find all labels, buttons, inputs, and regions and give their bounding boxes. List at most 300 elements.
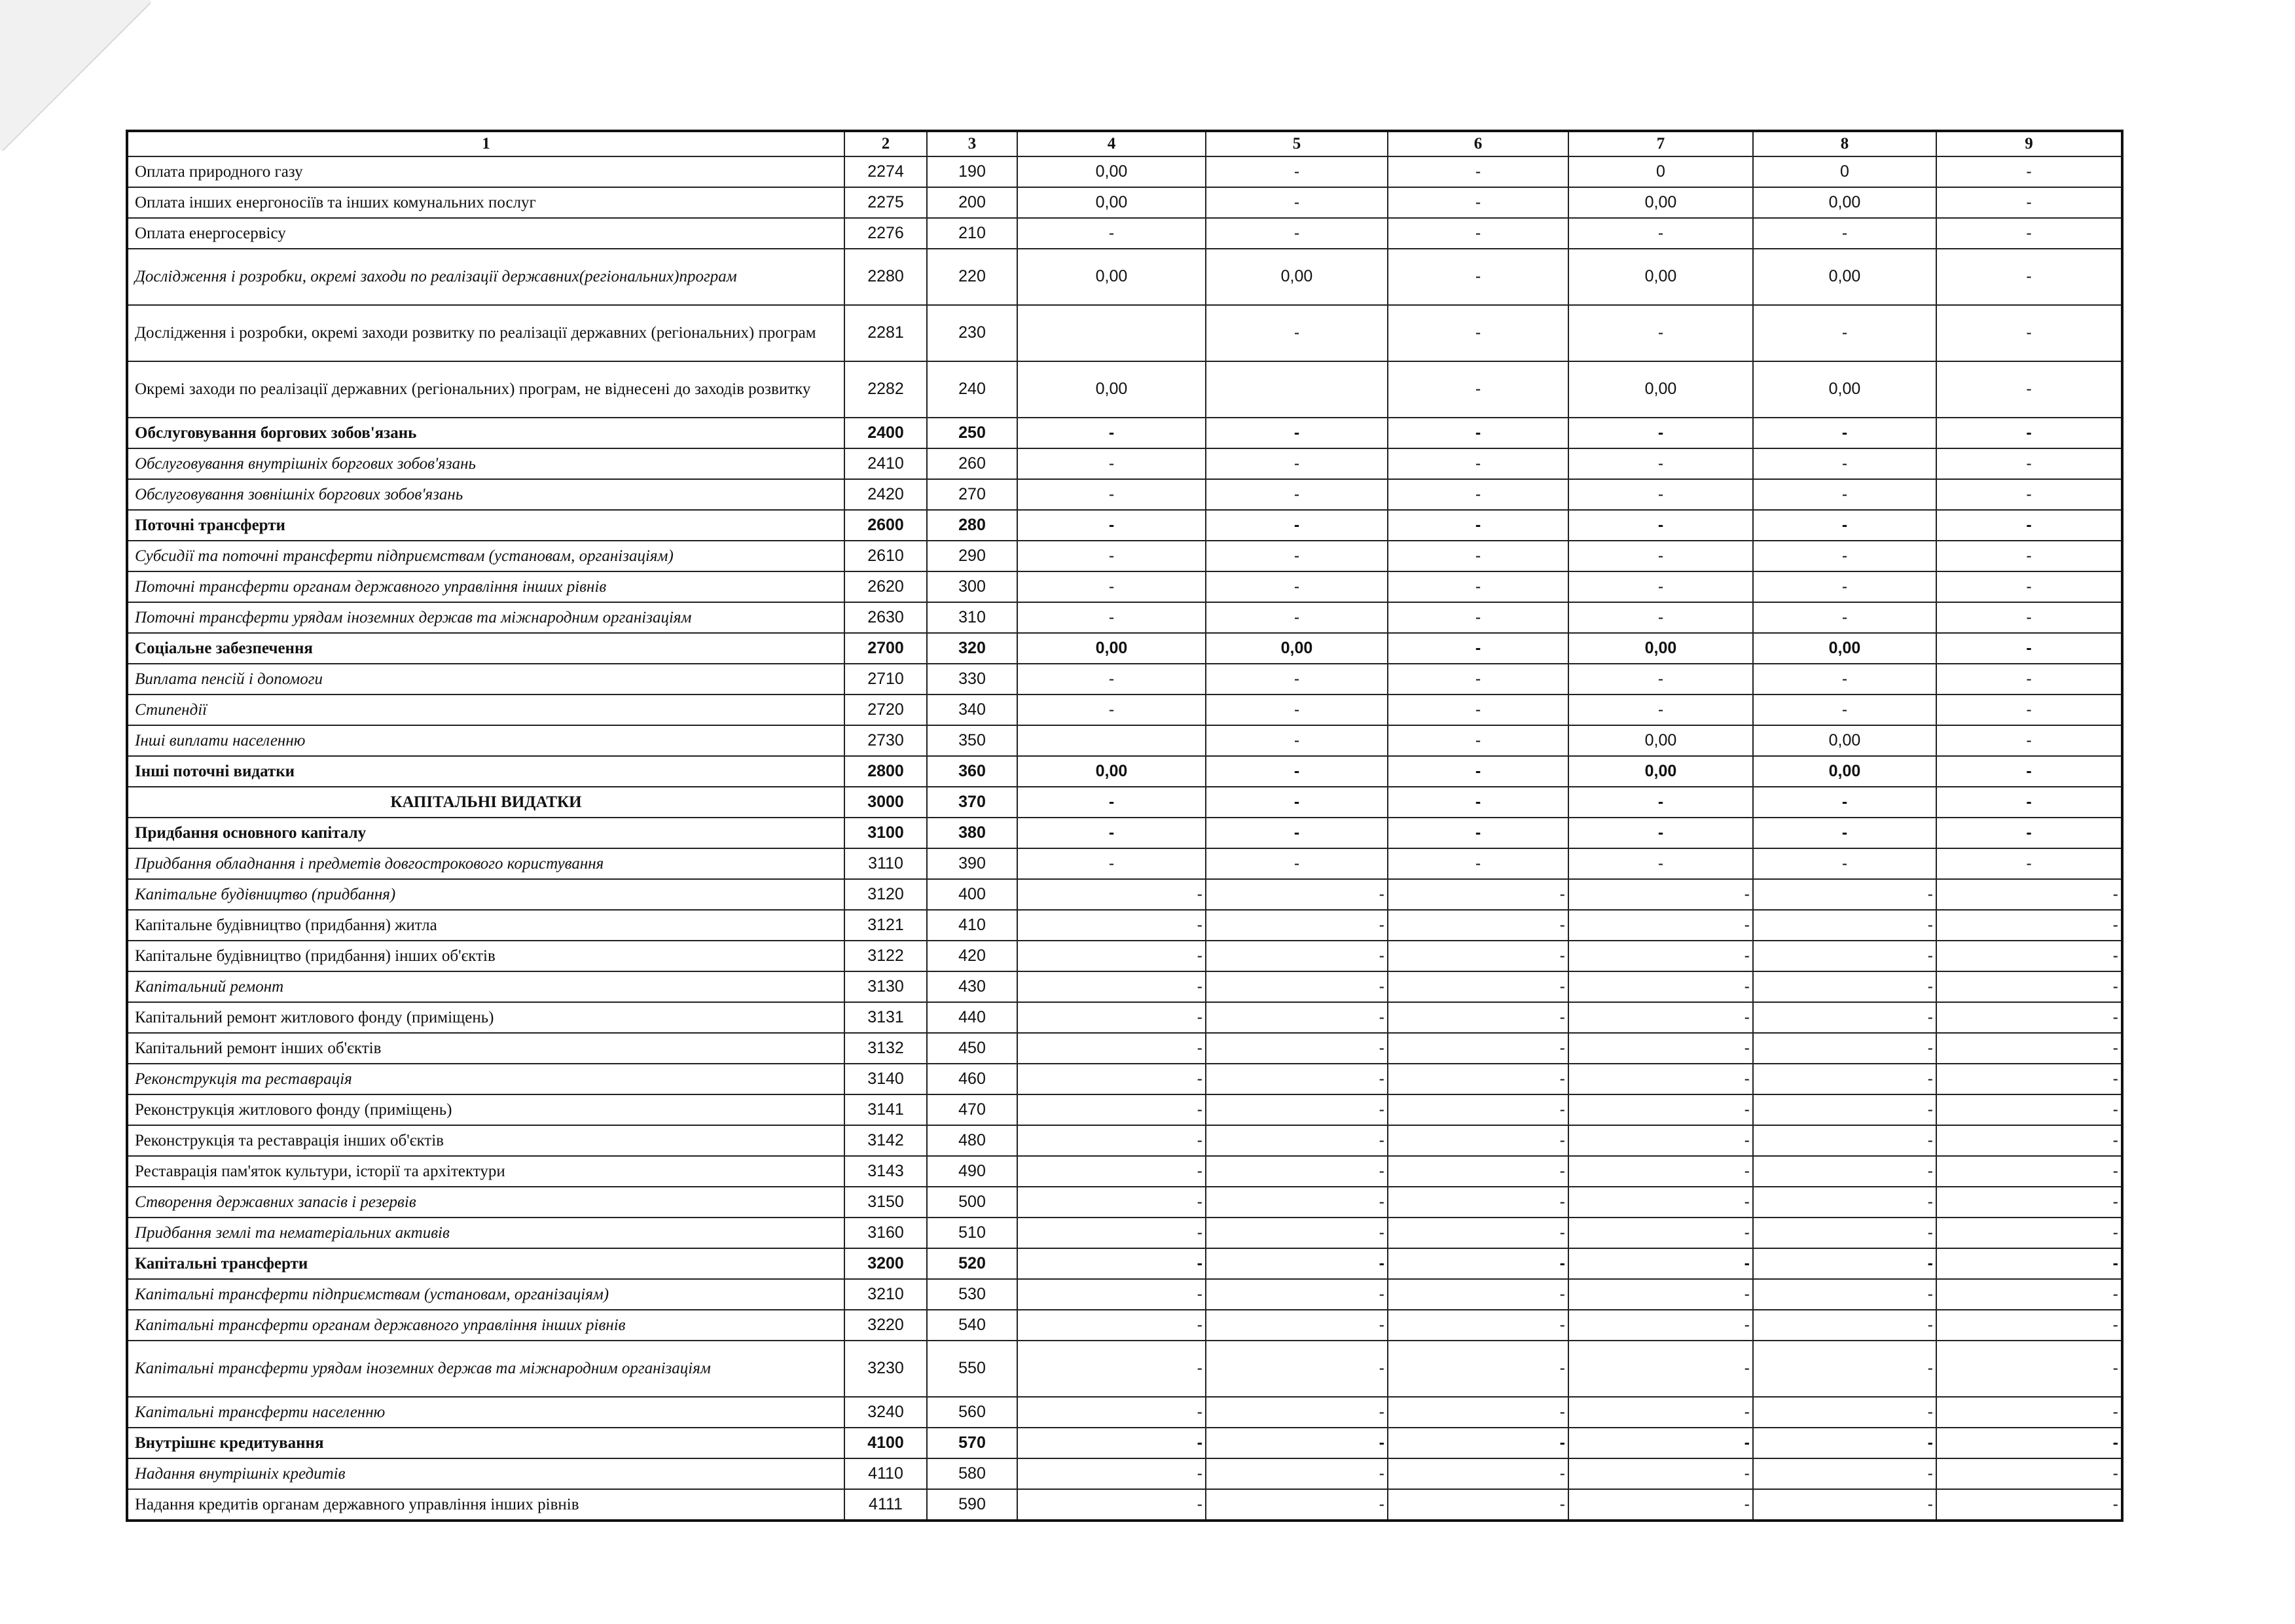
value-cell: -	[1206, 1094, 1388, 1125]
value-cell: -	[1936, 1156, 2122, 1187]
value-cell: -	[1753, 1428, 1936, 1458]
row-name: Капітальний ремонт інших об'єктів	[127, 1033, 844, 1064]
value-cell: -	[1936, 1248, 2122, 1279]
value-cell: -	[1753, 602, 1936, 633]
value-cell: -	[1206, 571, 1388, 602]
value-cell: -	[1388, 249, 1568, 305]
value-cell: -	[1753, 1033, 1936, 1064]
value-cell: -	[1568, 910, 1753, 941]
value-cell: -	[1936, 1397, 2122, 1428]
value-cell: 0,00	[1017, 249, 1206, 305]
value-cell: -	[1936, 541, 2122, 571]
line-code: 220	[927, 249, 1017, 305]
value-cell: 0,00	[1017, 756, 1206, 787]
table-row	[127, 725, 2122, 756]
table-row	[127, 305, 2122, 361]
value-cell: -	[1206, 1279, 1388, 1310]
row-name: Капітальні трансферти	[127, 1248, 844, 1279]
value-cell: -	[1206, 218, 1388, 249]
value-cell: -	[1206, 448, 1388, 479]
table-row	[127, 1458, 2122, 1489]
value-cell: -	[1568, 479, 1753, 510]
kekv-code: 3110	[844, 848, 927, 879]
value-cell	[1017, 725, 1206, 756]
value-cell: -	[1388, 1002, 1568, 1033]
kekv-code: 2630	[844, 602, 927, 633]
value-cell: -	[1568, 1187, 1753, 1218]
value-cell: -	[1388, 305, 1568, 361]
value-cell: 0,00	[1568, 361, 1753, 418]
value-cell: -	[1753, 448, 1936, 479]
value-cell: -	[1388, 725, 1568, 756]
kekv-code: 2274	[844, 156, 927, 187]
header-cell: 5	[1206, 131, 1388, 156]
value-cell: -	[1206, 1156, 1388, 1187]
value-cell: -	[1568, 510, 1753, 541]
value-cell: -	[1017, 1187, 1206, 1218]
value-cell: 0,00	[1753, 361, 1936, 418]
row-name: Обслуговування зовнішніх боргових зобов'язань	[127, 479, 844, 510]
value-cell: -	[1388, 1279, 1568, 1310]
value-cell: -	[1936, 448, 2122, 479]
value-cell: -	[1753, 1310, 1936, 1341]
row-name: Обслуговування боргових зобов'язань	[127, 418, 844, 448]
kekv-code: 3100	[844, 818, 927, 848]
kekv-code: 2600	[844, 510, 927, 541]
kekv-code: 2410	[844, 448, 927, 479]
value-cell: -	[1017, 941, 1206, 971]
value-cell: -	[1388, 1156, 1568, 1187]
value-cell: 0,00	[1206, 249, 1388, 305]
kekv-code: 2620	[844, 571, 927, 602]
value-cell	[1206, 361, 1388, 418]
row-name: Інші поточні видатки	[127, 756, 844, 787]
value-cell: -	[1206, 1310, 1388, 1341]
value-cell: 0,00	[1017, 633, 1206, 664]
value-cell: 0,00	[1753, 633, 1936, 664]
line-code: 500	[927, 1187, 1017, 1218]
kekv-code: 3131	[844, 1002, 927, 1033]
value-cell: -	[1753, 1218, 1936, 1248]
value-cell: -	[1206, 1064, 1388, 1094]
value-cell: -	[1753, 418, 1936, 448]
header-cell: 4	[1017, 131, 1206, 156]
value-cell: -	[1388, 664, 1568, 695]
value-cell: -	[1017, 879, 1206, 910]
kekv-code: 2400	[844, 418, 927, 448]
row-name: Дослідження і розробки, окремі заходи розвитку по реалізації державних (регіональних) програм	[127, 305, 844, 361]
kekv-code: 2280	[844, 249, 927, 305]
value-cell: -	[1753, 1064, 1936, 1094]
header-cell: 2	[844, 131, 927, 156]
value-cell: -	[1388, 695, 1568, 725]
line-code: 240	[927, 361, 1017, 418]
value-cell: -	[1936, 1310, 2122, 1341]
row-name: Внутрішнє кредитування	[127, 1428, 844, 1458]
value-cell: -	[1936, 1279, 2122, 1310]
line-code: 550	[927, 1341, 1017, 1397]
kekv-code: 3230	[844, 1341, 927, 1397]
table-row	[127, 361, 2122, 418]
line-code: 560	[927, 1397, 1017, 1428]
value-cell: -	[1206, 756, 1388, 787]
line-code: 290	[927, 541, 1017, 571]
kekv-code: 2282	[844, 361, 927, 418]
table-row	[127, 1094, 2122, 1125]
value-cell: -	[1388, 510, 1568, 541]
value-cell: -	[1206, 971, 1388, 1002]
line-code: 570	[927, 1428, 1017, 1458]
report-sheet	[126, 130, 2123, 1522]
table-row	[127, 1125, 2122, 1156]
value-cell: -	[1206, 879, 1388, 910]
table-row	[127, 1218, 2122, 1248]
value-cell: -	[1753, 1458, 1936, 1489]
value-cell: -	[1936, 1094, 2122, 1125]
value-cell: 0,00	[1017, 156, 1206, 187]
value-cell: -	[1936, 1428, 2122, 1458]
kekv-code: 3150	[844, 1187, 927, 1218]
value-cell: -	[1753, 479, 1936, 510]
value-cell: -	[1568, 418, 1753, 448]
value-cell: -	[1388, 941, 1568, 971]
value-cell: -	[1753, 541, 1936, 571]
row-name: Надання внутрішніх кредитів	[127, 1458, 844, 1489]
value-cell: -	[1568, 818, 1753, 848]
value-cell: -	[1936, 1002, 2122, 1033]
value-cell: -	[1568, 1341, 1753, 1397]
value-cell: 0,00	[1753, 249, 1936, 305]
kekv-code: 3130	[844, 971, 927, 1002]
line-code: 450	[927, 1033, 1017, 1064]
value-cell: -	[1206, 725, 1388, 756]
table-row	[127, 1341, 2122, 1397]
value-cell: -	[1936, 418, 2122, 448]
value-cell: -	[1936, 187, 2122, 218]
line-code: 390	[927, 848, 1017, 879]
kekv-code: 4111	[844, 1489, 927, 1521]
value-cell: -	[1753, 305, 1936, 361]
value-cell: -	[1753, 971, 1936, 1002]
value-cell: -	[1206, 1397, 1388, 1428]
value-cell: -	[1936, 1125, 2122, 1156]
value-cell: -	[1017, 664, 1206, 695]
line-code: 210	[927, 218, 1017, 249]
value-cell: -	[1017, 695, 1206, 725]
value-cell: -	[1753, 1125, 1936, 1156]
line-code: 420	[927, 941, 1017, 971]
value-cell: -	[1936, 249, 2122, 305]
row-name: Капітальні трансферти підприємствам (установам, організаціям)	[127, 1279, 844, 1310]
table-row	[127, 1397, 2122, 1428]
value-cell: -	[1936, 1458, 2122, 1489]
line-code: 260	[927, 448, 1017, 479]
kekv-code: 2276	[844, 218, 927, 249]
column-number-header	[127, 131, 2122, 156]
value-cell: 0,00	[1206, 633, 1388, 664]
value-cell: -	[1017, 1002, 1206, 1033]
value-cell: -	[1206, 910, 1388, 941]
page-corner-fold	[0, 0, 151, 151]
line-code: 410	[927, 910, 1017, 941]
value-cell: -	[1388, 1489, 1568, 1521]
row-name: Окремі заходи по реалізації державних (регіональних) програм, не віднесені до заходів розвитку	[127, 361, 844, 418]
table-row	[127, 1064, 2122, 1094]
value-cell: -	[1753, 695, 1936, 725]
value-cell: -	[1753, 879, 1936, 910]
value-cell: 0,00	[1568, 249, 1753, 305]
value-cell: -	[1017, 1310, 1206, 1341]
value-cell: -	[1753, 1397, 1936, 1428]
value-cell: -	[1017, 818, 1206, 848]
header-cell: 1	[127, 131, 844, 156]
value-cell: -	[1206, 1458, 1388, 1489]
kekv-code: 2720	[844, 695, 927, 725]
value-cell: -	[1017, 1218, 1206, 1248]
value-cell: -	[1206, 156, 1388, 187]
table-row	[127, 1310, 2122, 1341]
table-row	[127, 1248, 2122, 1279]
value-cell: 0,00	[1753, 725, 1936, 756]
line-code: 380	[927, 818, 1017, 848]
value-cell: -	[1388, 756, 1568, 787]
value-cell: -	[1936, 1218, 2122, 1248]
value-cell: -	[1568, 1397, 1753, 1428]
expenditure-table	[126, 130, 2123, 1522]
row-name: Капітальні трансферти урядам іноземних держав та міжнародним організаціям	[127, 1341, 844, 1397]
value-cell: -	[1017, 1489, 1206, 1521]
value-cell: -	[1388, 848, 1568, 879]
value-cell: -	[1388, 1341, 1568, 1397]
row-name: Оплата природного газу	[127, 156, 844, 187]
line-code: 190	[927, 156, 1017, 187]
row-name: Реконструкція житлового фонду (приміщень)	[127, 1094, 844, 1125]
table-row	[127, 249, 2122, 305]
line-code: 430	[927, 971, 1017, 1002]
value-cell: -	[1936, 941, 2122, 971]
value-cell: 0,00	[1568, 633, 1753, 664]
value-cell: -	[1017, 479, 1206, 510]
kekv-code: 3000	[844, 787, 927, 818]
header-cell: 6	[1388, 131, 1568, 156]
value-cell: -	[1568, 1002, 1753, 1033]
value-cell: -	[1017, 1458, 1206, 1489]
kekv-code: 4110	[844, 1458, 927, 1489]
kekv-code: 2610	[844, 541, 927, 571]
table-row	[127, 1033, 2122, 1064]
value-cell: -	[1388, 971, 1568, 1002]
value-cell: -	[1206, 541, 1388, 571]
value-cell: -	[1753, 1002, 1936, 1033]
value-cell: -	[1936, 818, 2122, 848]
value-cell: -	[1017, 787, 1206, 818]
value-cell: -	[1017, 571, 1206, 602]
value-cell: -	[1206, 787, 1388, 818]
row-name: Оплата інших енергоносіїв та інших комунальних послуг	[127, 187, 844, 218]
table-row	[127, 218, 2122, 249]
value-cell: -	[1388, 879, 1568, 910]
value-cell: -	[1753, 1094, 1936, 1125]
row-name: Поточні трансферти	[127, 510, 844, 541]
line-code: 280	[927, 510, 1017, 541]
value-cell: -	[1017, 848, 1206, 879]
value-cell: -	[1017, 602, 1206, 633]
line-code: 530	[927, 1279, 1017, 1310]
line-code: 490	[927, 1156, 1017, 1187]
row-name: Стипендії	[127, 695, 844, 725]
value-cell: -	[1206, 848, 1388, 879]
line-code: 580	[927, 1458, 1017, 1489]
table-row	[127, 479, 2122, 510]
value-cell: -	[1936, 971, 2122, 1002]
value-cell: -	[1936, 510, 2122, 541]
value-cell: -	[1017, 510, 1206, 541]
value-cell: -	[1568, 602, 1753, 633]
line-code: 400	[927, 879, 1017, 910]
value-cell: 0,00	[1568, 725, 1753, 756]
value-cell: 0	[1568, 156, 1753, 187]
value-cell: -	[1206, 187, 1388, 218]
table-row	[127, 910, 2122, 941]
table-row	[127, 541, 2122, 571]
value-cell: 0	[1753, 156, 1936, 187]
line-code: 340	[927, 695, 1017, 725]
value-cell: -	[1936, 361, 2122, 418]
value-cell: -	[1568, 1489, 1753, 1521]
kekv-code: 3210	[844, 1279, 927, 1310]
table-row	[127, 1156, 2122, 1187]
header-cell: 3	[927, 131, 1017, 156]
value-cell: -	[1388, 818, 1568, 848]
value-cell: -	[1017, 1341, 1206, 1397]
table-row	[127, 1428, 2122, 1458]
line-code: 200	[927, 187, 1017, 218]
value-cell: -	[1388, 187, 1568, 218]
kekv-code: 3121	[844, 910, 927, 941]
row-name: Капітальний ремонт	[127, 971, 844, 1002]
value-cell: -	[1753, 664, 1936, 695]
line-code: 270	[927, 479, 1017, 510]
value-cell: 0,00	[1753, 187, 1936, 218]
line-code: 460	[927, 1064, 1017, 1094]
value-cell: -	[1388, 1187, 1568, 1218]
line-code: 540	[927, 1310, 1017, 1341]
value-cell: -	[1206, 1248, 1388, 1279]
table-row	[127, 941, 2122, 971]
value-cell: -	[1388, 1248, 1568, 1279]
value-cell: 0,00	[1017, 187, 1206, 218]
value-cell: -	[1568, 541, 1753, 571]
row-name: Поточні трансферти органам державного управління інших рівнів	[127, 571, 844, 602]
kekv-code: 3122	[844, 941, 927, 971]
table-row	[127, 664, 2122, 695]
kekv-code: 3120	[844, 879, 927, 910]
value-cell: -	[1936, 1064, 2122, 1094]
value-cell: -	[1388, 1218, 1568, 1248]
value-cell: -	[1568, 787, 1753, 818]
kekv-code: 2710	[844, 664, 927, 695]
value-cell: -	[1388, 1397, 1568, 1428]
kekv-code: 3200	[844, 1248, 927, 1279]
value-cell: -	[1936, 848, 2122, 879]
header-cell: 9	[1936, 131, 2122, 156]
value-cell: -	[1206, 1489, 1388, 1521]
line-code: 510	[927, 1218, 1017, 1248]
value-cell: -	[1568, 664, 1753, 695]
value-cell: -	[1388, 633, 1568, 664]
value-cell: -	[1568, 695, 1753, 725]
value-cell: -	[1388, 1064, 1568, 1094]
line-code: 440	[927, 1002, 1017, 1033]
table-row	[127, 602, 2122, 633]
value-cell: -	[1017, 1033, 1206, 1064]
row-name: Капітальне будівництво (придбання) житла	[127, 910, 844, 941]
value-cell: -	[1753, 1156, 1936, 1187]
value-cell: -	[1206, 1002, 1388, 1033]
value-cell: -	[1206, 510, 1388, 541]
kekv-code: 3141	[844, 1094, 927, 1125]
value-cell: -	[1568, 879, 1753, 910]
row-name: Обслуговування внутрішніх боргових зобов'язань	[127, 448, 844, 479]
value-cell: -	[1753, 218, 1936, 249]
row-name: Субсидії та поточні трансферти підприємствам (установам, організаціям)	[127, 541, 844, 571]
value-cell: -	[1753, 510, 1936, 541]
kekv-code: 3132	[844, 1033, 927, 1064]
value-cell: -	[1568, 1156, 1753, 1187]
value-cell: -	[1388, 1125, 1568, 1156]
value-cell: -	[1017, 1064, 1206, 1094]
value-cell: -	[1568, 941, 1753, 971]
kekv-code: 2800	[844, 756, 927, 787]
row-name: Поточні трансферти урядам іноземних держав та міжнародним організаціям	[127, 602, 844, 633]
value-cell: -	[1568, 571, 1753, 602]
row-name: Придбання землі та нематеріальних активів	[127, 1218, 844, 1248]
table-row	[127, 787, 2122, 818]
table-row	[127, 971, 2122, 1002]
value-cell: -	[1568, 218, 1753, 249]
value-cell: -	[1568, 1428, 1753, 1458]
kekv-code: 3143	[844, 1156, 927, 1187]
value-cell: -	[1017, 1397, 1206, 1428]
line-code: 230	[927, 305, 1017, 361]
table-row	[127, 448, 2122, 479]
value-cell: -	[1568, 1248, 1753, 1279]
value-cell: -	[1753, 1248, 1936, 1279]
value-cell: -	[1568, 1458, 1753, 1489]
table-row	[127, 510, 2122, 541]
value-cell: -	[1936, 633, 2122, 664]
line-code: 250	[927, 418, 1017, 448]
value-cell: -	[1753, 910, 1936, 941]
value-cell: -	[1206, 1218, 1388, 1248]
value-cell: -	[1568, 1064, 1753, 1094]
value-cell: -	[1936, 756, 2122, 787]
row-name: Реконструкція та реставрація інших об'єктів	[127, 1125, 844, 1156]
header-cell: 7	[1568, 131, 1753, 156]
value-cell: 0,00	[1568, 756, 1753, 787]
row-name: Капітальні трансферти органам державного управління інших рівнів	[127, 1310, 844, 1341]
value-cell: -	[1206, 695, 1388, 725]
kekv-code: 4100	[844, 1428, 927, 1458]
line-code: 520	[927, 1248, 1017, 1279]
kekv-code: 3240	[844, 1397, 927, 1428]
kekv-code: 3140	[844, 1064, 927, 1094]
value-cell: -	[1206, 602, 1388, 633]
value-cell: -	[1753, 941, 1936, 971]
row-name: Інші виплати населенню	[127, 725, 844, 756]
row-name: Виплата пенсій і допомоги	[127, 664, 844, 695]
line-code: 370	[927, 787, 1017, 818]
